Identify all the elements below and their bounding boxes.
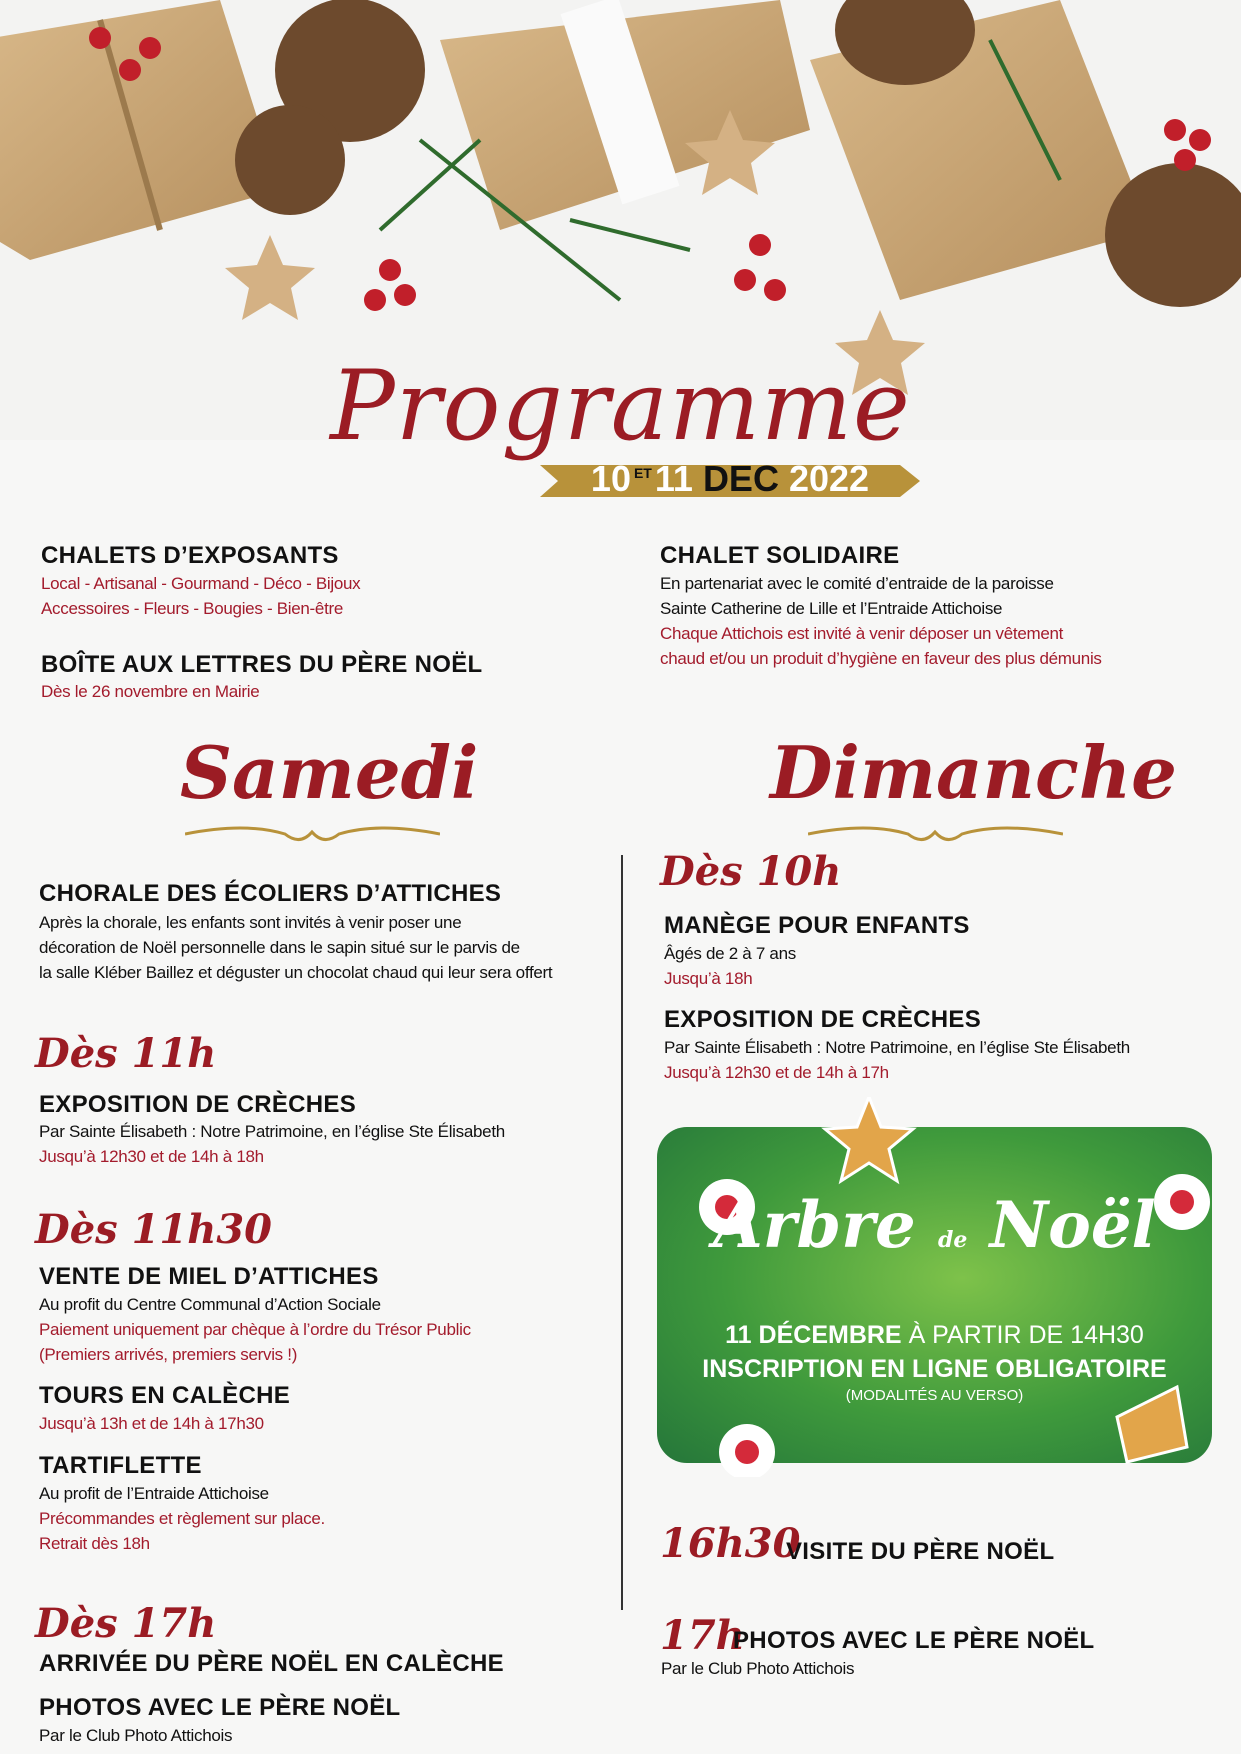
tartiflette-line: Précommandes et règlement sur place. — [39, 1509, 325, 1528]
creches-title: EXPOSITION DE CRÈCHES — [39, 1091, 357, 1118]
time-11h30: Dès 11h30 — [35, 1206, 272, 1253]
creches-hours: Jusqu’à 12h30 et de 14h à 18h — [39, 1147, 264, 1166]
boite-line: Dès le 26 novembre en Mairie — [41, 682, 260, 701]
manege-title: MANÈGE POUR ENFANTS — [664, 912, 970, 939]
caleche-title: TOURS EN CALÈCHE — [39, 1382, 291, 1409]
photos-line: Par le Club Photo Attichois — [39, 1726, 233, 1745]
time-10h: Dès 10h — [660, 848, 842, 895]
creches-hours-dimanche: Jusqu’à 12h30 et de 14h à 17h — [664, 1063, 889, 1082]
cookie-star-icon — [825, 1097, 913, 1181]
chalets-line: Accessoires - Fleurs - Bougies - Bien-être — [41, 599, 344, 618]
chalets-line: Local - Artisanal - Gourmand - Déco - Bijoux — [41, 574, 361, 593]
solidaire-title: CHALET SOLIDAIRE — [660, 542, 900, 569]
time-17h: Dès 17h — [35, 1600, 217, 1647]
flourish-ornament — [808, 818, 1063, 848]
manege-line: Âgés de 2 à 7 ans — [664, 944, 796, 963]
chorale-title: CHORALE DES ÉCOLIERS D’ATTICHES — [39, 880, 502, 907]
chorale-line: Après la chorale, les enfants sont invités à venir poser une — [39, 913, 462, 932]
miel-title: VENTE DE MIEL D’ATTICHES — [39, 1263, 379, 1290]
creches-line: Par Sainte Élisabeth : Notre Patrimoine, en l’église Ste Élisabeth — [39, 1122, 505, 1141]
arbre-title: Arbre de Noël — [713, 1188, 1156, 1263]
manege-hours: Jusqu’à 18h — [664, 969, 753, 988]
solidaire-line: En partenariat avec le comité d’entraide de la paroisse — [660, 574, 1054, 593]
boite-title: BOÎTE AUX LETTRES DU PÈRE NOËL — [41, 651, 483, 678]
photos-title: PHOTOS AVEC LE PÈRE NOËL — [39, 1694, 401, 1721]
chorale-line: décoration de Noël personnelle dans le sapin situé sur le parvis de — [39, 938, 520, 957]
chalets-title: CHALETS D’EXPOSANTS — [41, 542, 339, 569]
solidaire-line: Sainte Catherine de Lille et l’Entraide Attichoise — [660, 599, 1003, 618]
miel-line: Paiement uniquement par chèque à l’ordre du Trésor Public — [39, 1320, 471, 1339]
time-16h30: 16h30 — [660, 1520, 801, 1567]
creches-title-dimanche: EXPOSITION DE CRÈCHES — [664, 1006, 982, 1033]
visite-title: VISITE DU PÈRE NOËL — [786, 1538, 1055, 1565]
column-divider — [621, 855, 623, 1610]
arrivee-title: ARRIVÉE DU PÈRE NOËL EN CALÈCHE — [39, 1650, 504, 1677]
photos-line-dimanche: Par le Club Photo Attichois — [661, 1659, 855, 1678]
samedi-heading: Samedi — [180, 730, 479, 815]
time-11h: Dès 11h — [35, 1030, 217, 1077]
miel-line: (Premiers arrivés, premiers servis !) — [39, 1345, 298, 1364]
tartiflette-line: Au profit de l’Entraide Attichoise — [39, 1484, 269, 1503]
event-date: 10 $^{ET}$11 DEC 2022 — [590, 458, 870, 499]
dimanche-heading: Dimanche — [770, 730, 1177, 815]
card-decorations — [657, 1097, 1212, 1477]
tartiflette-title: TARTIFLETTE — [39, 1452, 202, 1479]
tartiflette-line: Retrait dès 18h — [39, 1534, 150, 1553]
caleche-hours: Jusqu’à 13h et de 14h à 17h30 — [39, 1414, 264, 1433]
photos-title-dimanche: PHOTOS AVEC LE PÈRE NOËL — [733, 1627, 1095, 1654]
flourish-ornament — [185, 818, 440, 848]
chorale-line: la salle Kléber Baillez et déguster un chocolat chaud qui leur sera offert — [39, 963, 553, 982]
arbre-inscription: INSCRIPTION EN LIGNE OBLIGATOIRE — [702, 1355, 1167, 1383]
solidaire-line: Chaque Attichois est invité à venir déposer un vêtement — [660, 624, 1064, 643]
arbre-date: 11 DÉCEMBRE À PARTIR DE 14H30 — [725, 1321, 1144, 1349]
solidaire-line: chaud et/ou un produit d’hygiène en faveur des plus démunis — [660, 649, 1102, 668]
miel-line: Au profit du Centre Communal d’Action Sociale — [39, 1295, 381, 1314]
page-title: Programme — [330, 350, 911, 462]
time-17h-dimanche: 17h — [660, 1612, 745, 1659]
arbre-note: (MODALITÉS AU VERSO) — [845, 1387, 1024, 1404]
creches-line-dimanche: Par Sainte Élisabeth : Notre Patrimoine, en l’église Ste Élisabeth — [664, 1038, 1130, 1057]
